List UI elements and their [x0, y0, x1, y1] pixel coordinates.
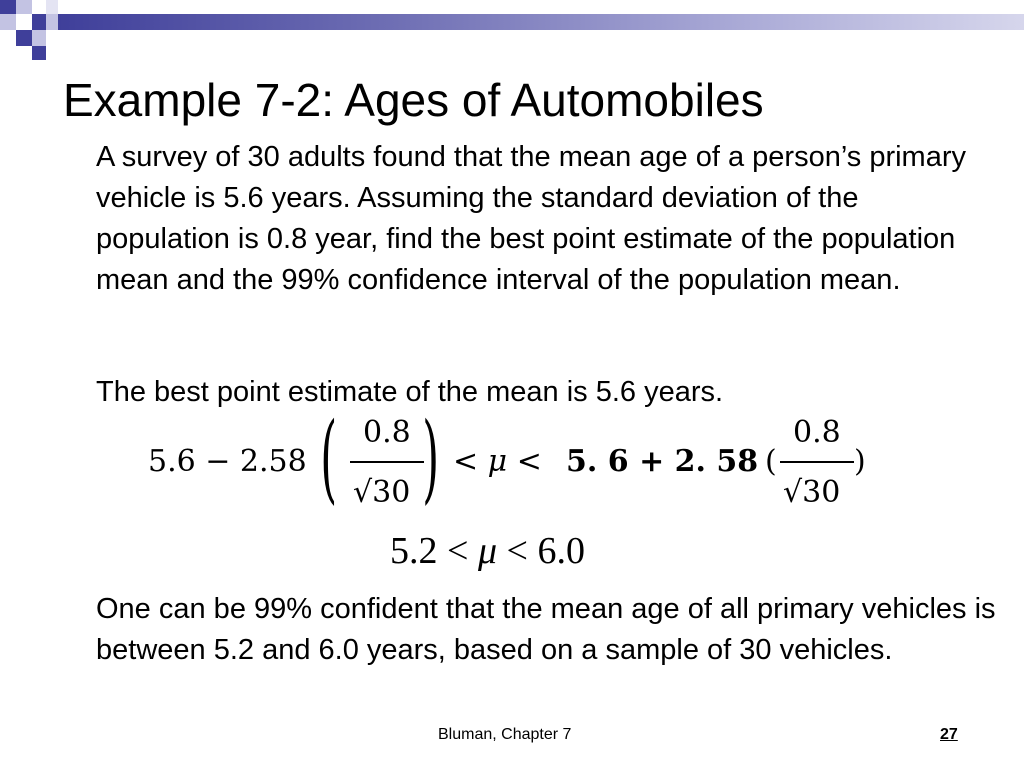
mu-symbol: μ	[477, 530, 498, 572]
left-open-paren: (	[320, 402, 338, 514]
less-than-symbol: <	[506, 530, 528, 572]
decor-square	[16, 30, 32, 46]
problem-statement: A survey of 30 adults found that the mean age of a person’s primary vehicle is 5.6 years. Assuming the standard deviation of the population is 0.8 year, find the best point estimate of the population mean and the 99% confidence interval of the population mean.	[96, 141, 966, 296]
formula-right-term: 5. 6 + 2. 58	[566, 444, 759, 479]
decor-square	[0, 14, 16, 30]
formula-middle: < μ <	[453, 444, 542, 479]
point-estimate-text: The best point estimate of the mean is 5.6 years.	[96, 376, 724, 408]
decor-square	[16, 14, 32, 30]
formula-right-numerator: 0.8	[793, 415, 841, 450]
right-close-paren: )	[854, 444, 866, 479]
confidence-interval-formula	[148, 402, 878, 520]
header-bar	[58, 14, 1024, 30]
formula-left-term: 5.6 − 2.58	[148, 444, 307, 479]
conclusion-text: One can be 99% confident that the mean age of all primary vehicles is between 5.2 and 6.0 years, based on a sample of 30 vehicles.	[96, 593, 996, 666]
decor-square	[46, 14, 58, 30]
decor-square	[32, 46, 46, 60]
decor-square	[32, 0, 46, 14]
less-than-symbol: <	[447, 530, 469, 572]
formula-left-numerator: 0.8	[363, 415, 411, 450]
decor-square	[16, 0, 32, 14]
decor-square	[46, 0, 58, 14]
left-close-paren: )	[422, 402, 440, 514]
formula-right-denominator: √30	[783, 475, 841, 510]
decor-square	[32, 14, 46, 30]
decor-square	[32, 30, 46, 46]
fraction-bar	[350, 461, 424, 463]
right-open-paren: (	[765, 444, 777, 479]
interval-result	[390, 528, 585, 574]
slide-title: Example 7-2: Ages of Automobiles	[63, 74, 764, 126]
interval-upper: 6.0	[537, 530, 585, 572]
page-number: 27	[940, 726, 958, 743]
footer-source: Bluman, Chapter 7	[438, 726, 572, 743]
fraction-bar	[780, 461, 854, 463]
decor-square	[0, 0, 16, 14]
interval-lower: 5.2	[390, 530, 438, 572]
formula-left-denominator: √30	[353, 475, 411, 510]
